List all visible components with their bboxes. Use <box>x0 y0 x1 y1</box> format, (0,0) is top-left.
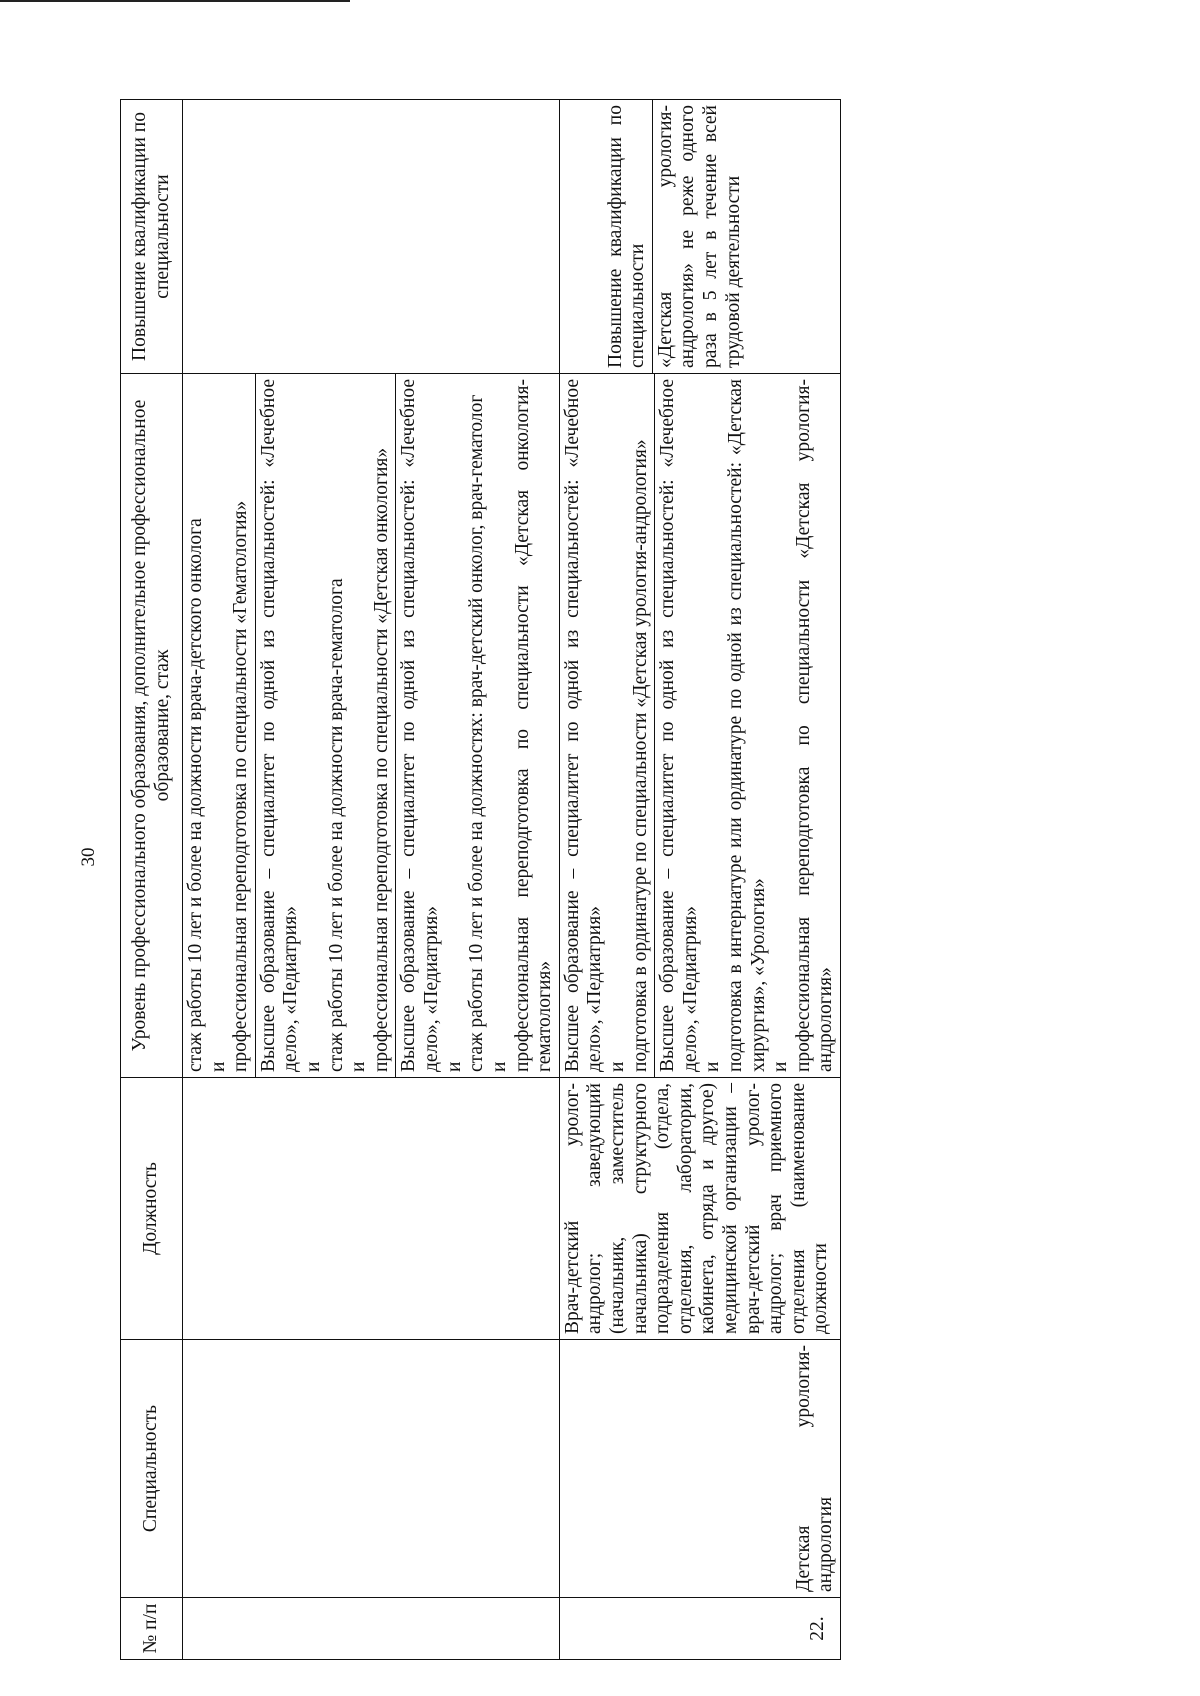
text-line: и <box>606 1061 628 1072</box>
prev-qualification-cell <box>183 100 560 374</box>
header-level: Уровень профессионального образования, дополнительное профессиональное образование, стаж <box>121 374 183 1078</box>
prev-level-block-2 <box>255 374 396 1077</box>
text-line: стаж работы 10 лет и более на должности врача-детского онколога <box>185 518 206 1072</box>
table-row-22 <box>559 100 840 1660</box>
text-line: Повышение квалификации по специальности <box>604 105 649 368</box>
text-line: профессиональная переподготовка по специальности «Детская онкология-гематология» <box>511 379 556 1072</box>
row-22-qual-block-2 <box>652 100 747 373</box>
header-position: Должность <box>121 1078 183 1340</box>
text-line: и <box>770 1061 792 1072</box>
text-line: и <box>348 1061 370 1072</box>
page-number: 30 <box>78 847 99 867</box>
text-line: профессиональная переподготовка по специальности «Детская урология-андрология» <box>792 379 837 1072</box>
prev-level-block-3 <box>396 374 559 1077</box>
text-line: и <box>207 1061 229 1072</box>
row-22-level-cell <box>559 374 840 1078</box>
prev-specialty-cell <box>183 1340 560 1598</box>
text-line: подготовка в ординатуре по специальности «Детская урология-андрология» <box>629 439 651 1072</box>
rotated-table-container <box>120 100 1060 1660</box>
row-22-specialty: Детская урология-андрология <box>559 1340 840 1598</box>
row-22-level-blocks <box>560 374 840 1077</box>
table-header-row <box>121 100 183 1660</box>
row-22-qual-blocks <box>560 100 747 373</box>
text-line: Высшее образование – специалитет по одной из специальностей: «Лечебное дело», «Педиатрия» <box>561 379 606 1072</box>
row-22-level-block-2 <box>655 374 840 1077</box>
prev-level-block-1 <box>183 374 255 1077</box>
text-line: профессиональная переподготовка по специальности «Детская онкология» <box>370 447 392 1072</box>
text-line: Высшее образование – специалитет по одной из специальностей: «Лечебное дело», «Педиатрия» <box>257 379 302 1072</box>
row-22-qual-block-1 <box>560 100 653 373</box>
text-line: и <box>443 1061 465 1072</box>
text-line: Высшее образование – специалитет по одной из специальностей: «Лечебное дело», «Педиатрия» <box>398 379 443 1072</box>
text-line: стаж работы 10 лет и более на должностях: врач-детский онколог, врач-гематолог <box>466 394 488 1072</box>
text-line: «Детская урология-андрология» не реже одного раза в 5 лет в течение всей трудовой деятельности <box>654 105 744 368</box>
text-line: профессиональная переподготовка по специальности «Гематология» <box>230 500 252 1072</box>
row-22-position: Врач-детский уролог-андролог; заведующий (начальник, заместитель начальника) структурного подразделения (отдела, отделения, лаборатории, кабинета, отряда и другое) медицинской организации – врач-детский уролог-андролог; врач приемного отделения (наименование должности <box>559 1078 840 1340</box>
text-line: Высшее образование – специалитет по одной из специальностей: «Лечебное дело», «Педиатрия» <box>657 379 701 1072</box>
text-line: и <box>488 1061 510 1072</box>
prev-level-blocks <box>183 374 559 1077</box>
text-line: и <box>303 1061 325 1072</box>
header-num: № п/п <box>121 1598 183 1660</box>
prev-level-cell <box>183 374 560 1078</box>
row-22-num: 22. <box>559 1598 840 1660</box>
header-specialty: Специальность <box>121 1340 183 1598</box>
qualification-table <box>120 99 841 1660</box>
header-qualification: Повышение квалификации по специальности <box>121 100 183 374</box>
text-line: стаж работы 10 лет и более на должности врача-гематолога <box>325 578 347 1072</box>
table-row-previous <box>183 100 560 1660</box>
prev-num-cell <box>183 1598 560 1660</box>
row-22-qualification-cell <box>559 100 840 374</box>
prev-position-cell <box>183 1078 560 1340</box>
text-line: и <box>702 1061 724 1072</box>
text-line: подготовка в интернатуре или ординатуре по одной из специальностей: «Детская хирургия», «Урология» <box>725 379 769 1072</box>
top-edge-line <box>0 0 350 2</box>
row-22-level-block-1 <box>560 374 655 1077</box>
